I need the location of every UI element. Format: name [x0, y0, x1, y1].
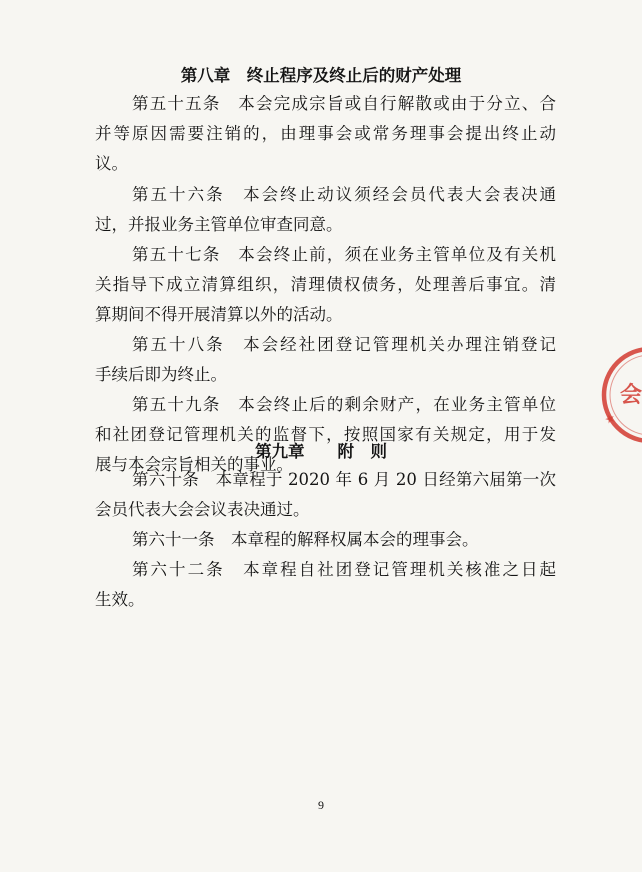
article-60 — [95, 465, 556, 525]
article-line: 并等原因需要注销的，由理事会或常务理事会提出终止动 — [95, 124, 556, 143]
article-line: 手续后即为终止。 — [95, 365, 227, 384]
article-58 — [95, 330, 556, 390]
article-line: 议。 — [95, 154, 128, 173]
svg-text:★: ★ — [602, 410, 618, 428]
article-line: 第五十五条 本会完成宗旨或自行解散或由于分立、合 — [132, 94, 556, 113]
article-line: 第五十七条 本会终止前，须在业务主管单位及有关机 — [132, 245, 556, 264]
article-61 — [95, 525, 556, 555]
article-line: 第五十八条 本会经社团登记管理机关办理注销登记 — [132, 335, 556, 354]
article-line: 第六十条 本章程于 2020 年 6 月 20 日经第六届第一次 — [132, 470, 556, 489]
article-line: 关指导下成立清算组织，清理债权债务，处理善后事宜。清 — [95, 275, 556, 294]
seal-character: 会 — [620, 382, 642, 408]
article-line: 算期间不得开展清算以外的活动。 — [95, 305, 343, 324]
article-line: 和社团登记管理机关的监督下，按照国家有关规定，用于发 — [95, 425, 556, 444]
article-line: 第六十一条 本章程的解释权属本会的理事会。 — [132, 530, 479, 549]
chapter-9-heading: 第九章 附 则 — [255, 442, 387, 461]
article-line: 第六十二条 本章程自社团登记管理机关核准之日起 — [132, 560, 556, 579]
official-seal-stamp — [600, 345, 642, 445]
article-line: 过，并报业务主管单位审查同意。 — [95, 215, 343, 234]
article-55 — [95, 89, 556, 179]
article-62 — [95, 555, 556, 615]
article-57 — [95, 210, 556, 330]
article-line: 展与本会宗旨相关的事业。 — [95, 455, 293, 474]
page-number: 9 — [318, 798, 324, 812]
article-line: 会员代表大会会议表决通过。 — [95, 500, 310, 519]
article-line: 第五十九条 本会终止后的剩余财产，在业务主管单位 — [132, 395, 556, 414]
chapter-8-heading: 第八章 终止程序及终止后的财产处理 — [180, 66, 462, 85]
article-line: 生效。 — [95, 590, 145, 609]
article-line: 第五十六条 本会终止动议须经会员代表大会表决通 — [132, 185, 556, 204]
